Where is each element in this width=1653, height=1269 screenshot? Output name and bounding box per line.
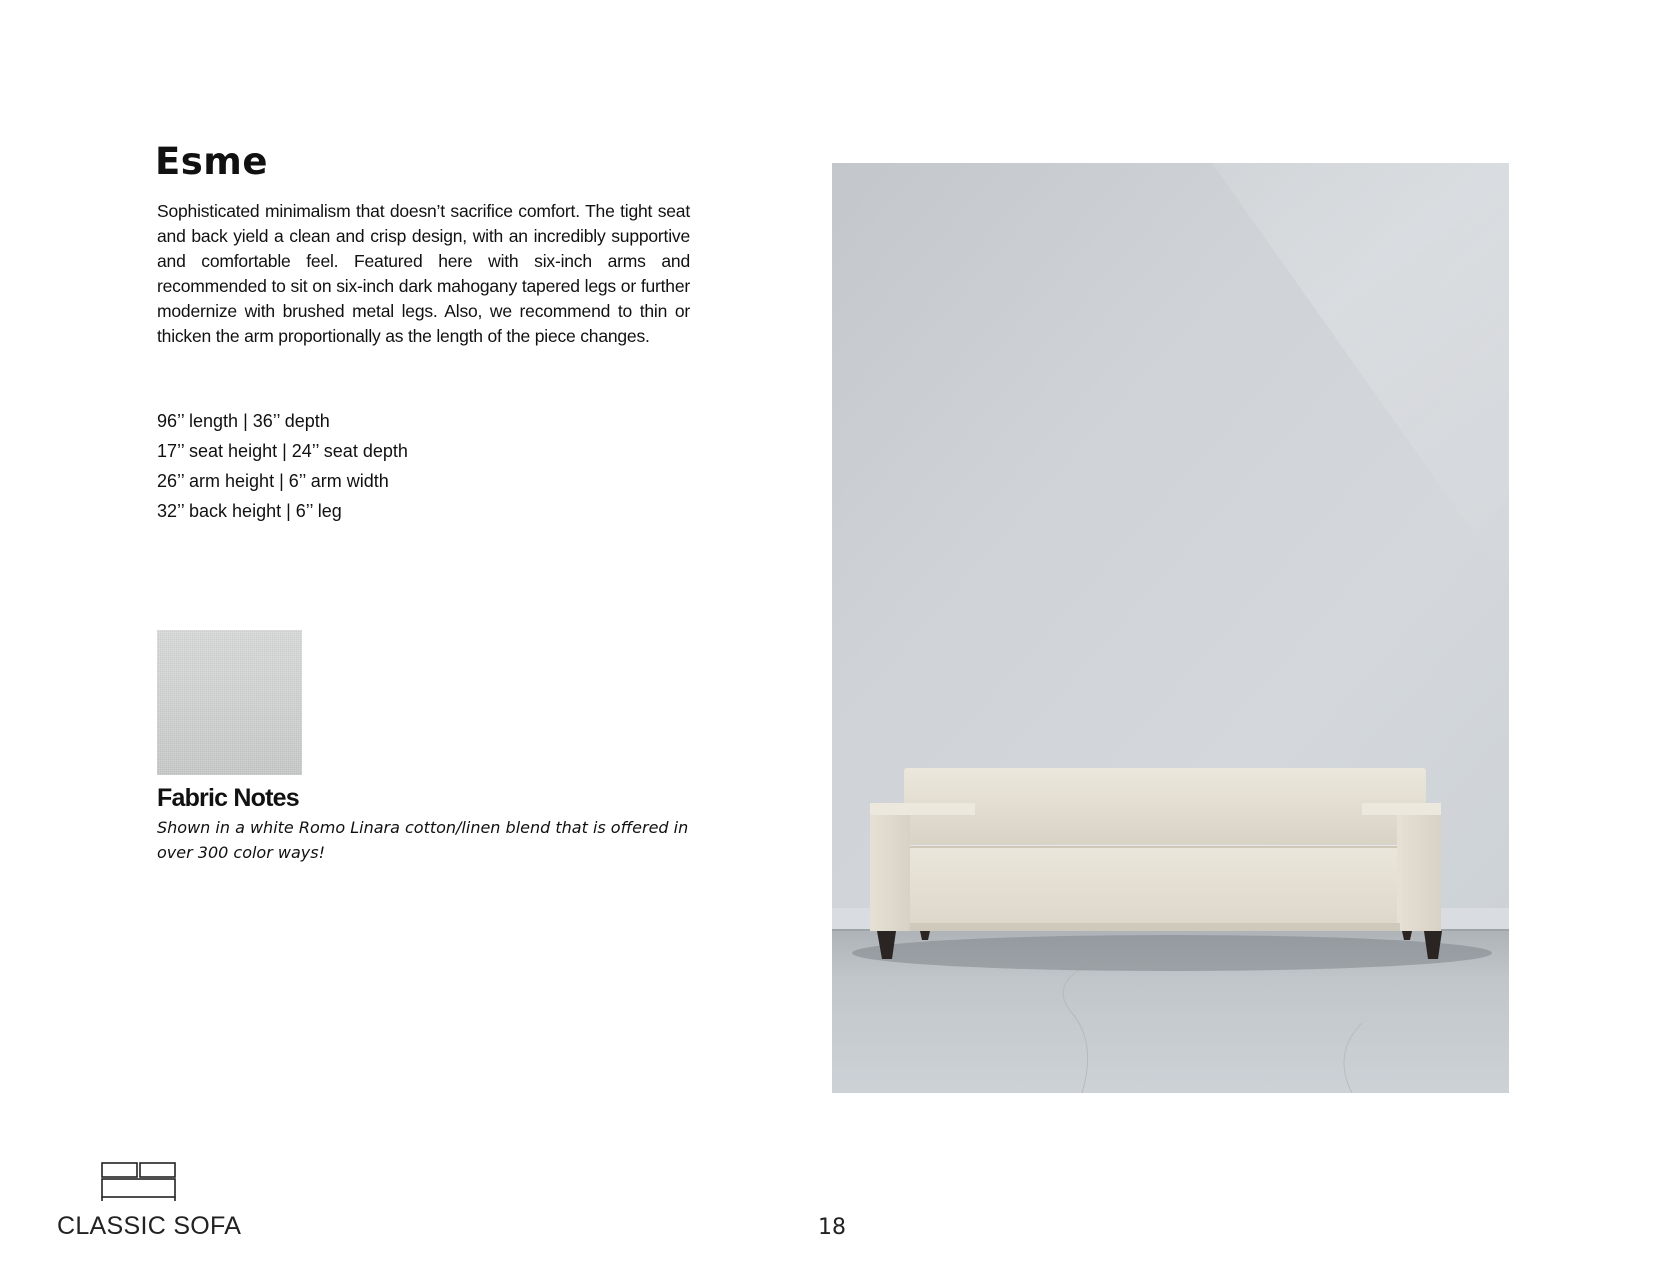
spec-line: 96’’ length | 36’’ depth [157, 411, 330, 431]
fabric-notes-text: Shown in a white Romo Linara cotton/linen blend that is offered in over 300 color ways! [157, 818, 689, 862]
product-specs [157, 406, 408, 526]
product-title: Esme [155, 140, 268, 183]
brand-name: CLASSIC SOFA [57, 1212, 242, 1240]
fabric-notes-title: Fabric Notes [157, 784, 299, 812]
fabric-swatch [157, 630, 302, 775]
page-number: 18 [818, 1215, 846, 1240]
spec-line: 26’’ arm height | 6’’ arm width [157, 471, 389, 491]
spec-line: 17’’ seat height | 24’’ seat depth [157, 441, 408, 461]
spec-line: 32’’ back height | 6’’ leg [157, 501, 342, 521]
sofa-illustration [832, 163, 1509, 1093]
classic-sofa-logo-icon [100, 1160, 178, 1202]
product-description: Sophisticated minimalism that doesn’t sacrifice comfort. The tight seat and back yield a clean and crisp design, with an incredibly supportive and comfortable feel. Featured here with six-inch arms and recommended to sit on six-inch dark mahogany tapered legs or further modernize with brushed metal legs. Also, we recommend to thin or thicken the arm proportionally as the length of the piece changes. [157, 201, 690, 346]
sofa-photo [832, 163, 1509, 1093]
